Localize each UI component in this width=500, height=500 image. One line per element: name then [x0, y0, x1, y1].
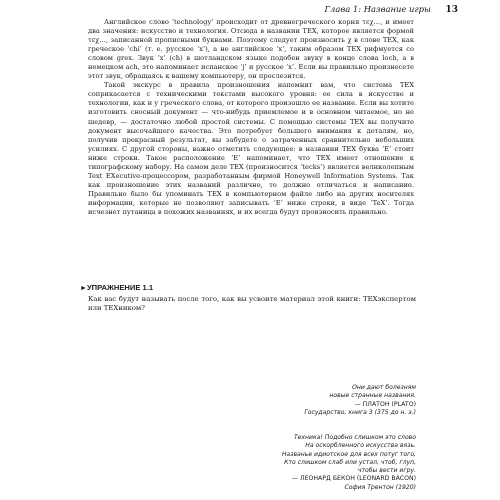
epigraph-line: Названье идиотское для всех потуг того,: [281, 450, 416, 458]
epigraph-bacon: [186, 434, 416, 492]
epigraph-line: новые странные названия.: [329, 392, 416, 400]
epigraph-line: Они дают болезням: [352, 384, 416, 391]
epigraph-line: На оскорбленного искусства вязь.: [305, 442, 416, 450]
chapter-title: Глава 1: Название игры: [324, 4, 431, 14]
epigraph-author: — ЛЕОНАРД БЕКОН (LEONARD BACON): [291, 475, 416, 483]
exercise-heading: [80, 283, 416, 292]
page-number: 13: [445, 5, 458, 15]
paragraph: Английское слово ‘technology’ происходит от древнегреческого корня τεχ…, и имеет два значения: искусство и технология. Отсюда в названии TEX, которое является формой τεχ…, записанной прописными буквами. Поэтому следует произносить χ в слове TEX, как греческое ‘chi’ (т. е. русское ‘х’), а не английское ‘x’, таким образом TEX рифмуется со словом grex. Звук ‘х’ (ch) в шотландском языке подобен звуку в конце слова loch, а в немецком ach, это напоминает испанское ‘j’ и русское ‘х’. Если вы правильно произнесете этот звук, обращаясь к вашему компьютеру, он прослезится.: [88, 18, 414, 81]
triangle-bullet-icon: ►: [80, 285, 87, 292]
epigraph-author: — ПЛАТОН (PLATO): [354, 400, 416, 408]
epigraph-plato: [186, 384, 416, 417]
running-header: [60, 4, 458, 15]
epigraph-line: Техника! Подобно слишком это слово: [293, 434, 416, 441]
main-text: [88, 18, 414, 217]
exercise-title: УПРАЖНЕНИЕ 1.1: [86, 283, 154, 292]
exercise-block: [80, 283, 416, 313]
paragraph: Такой экскурс в правила произношения напомнит вам, что система TEX соприкасается с техническими текстами высокого уровня: ее сила в искусстве и технологии, как и у греческого слова, от которого произошло ее название. Если вы хотите изготовить сносный документ — что-нибудь приемлемое и в основном читаемое, но не шедевр, — достаточно любой простой системы. С помощью системы TEX вы получите документ высочайшего качества. Это потребует большего внимания к деталям, но, получив прекрасный результат, вы забудете о затраченных сравнительно небольших усилиях. С другой стороны, важно отметить следующее: в названии TEX буква ‘E’ стоит ниже строки. Такое расположение ‘E’ напоминает, что TEX имеет отношение к типографскому набору. На самом деле TEX (произносится ‘tecks’) является великолепным Text EXecutive-процессором, разработанным фирмой Honeywell Information Systems. Так как произношение этих названий различно, то должно отличаться и написание. Правильно было бы упоминать TEX в компьютерном файле либо на других носителях информации, которые не позволяют записывать ‘E’ ниже строки, в виде ‘TeX’. Тогда исчезнет путаница в похожих названиях, и их всегда будут произносить правильно.: [88, 81, 414, 216]
epigraph-source: София Трентон (1920): [344, 483, 416, 491]
epigraph-source: Государство, книга 3 (375 до н. э.): [304, 408, 416, 416]
exercise-text: Как вас будут называть после того, как вы усвоите материал этой книги: TEXэкспертом или TEXником?: [88, 295, 416, 313]
epigraph-line: Кто слишком слаб или устал, чтоб, глуп,: [284, 458, 416, 466]
epigraph-line: чтобы вести игру.: [357, 467, 416, 475]
